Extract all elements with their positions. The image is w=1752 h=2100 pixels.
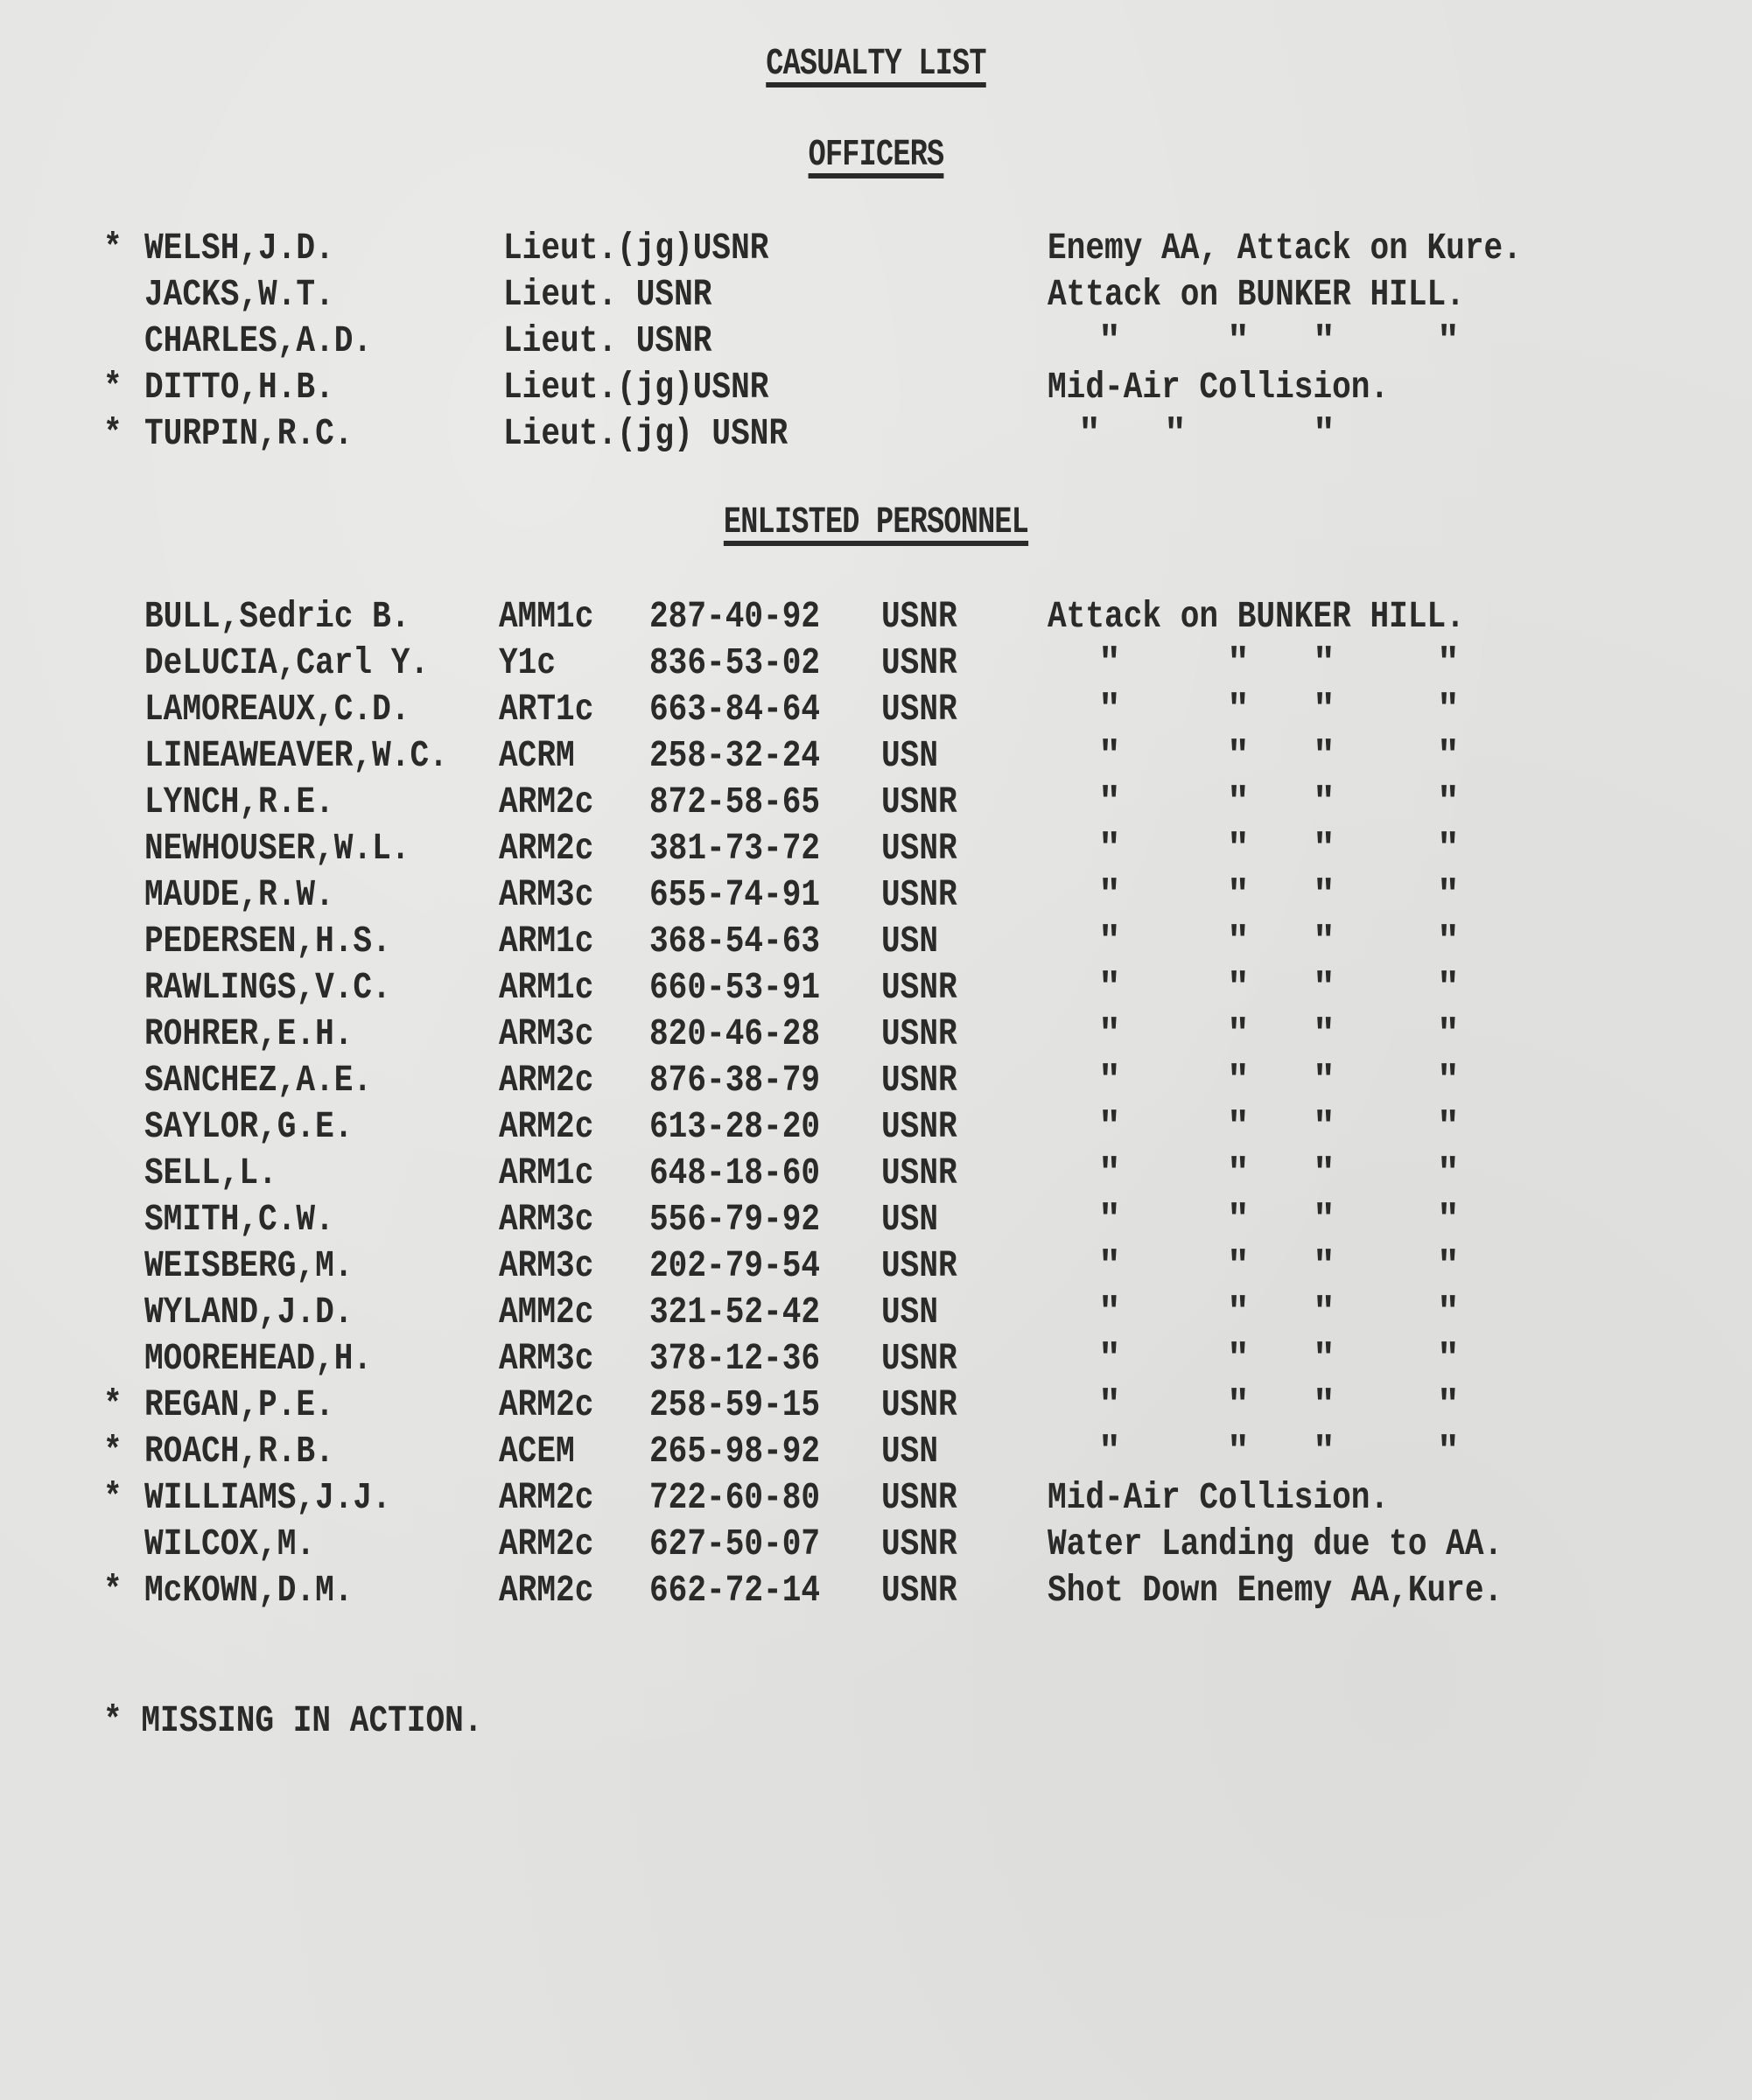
- ditto-mark: ": [1227, 966, 1250, 1009]
- ditto-mark: ": [1227, 1198, 1250, 1241]
- ditto-mark: ": [1098, 1012, 1121, 1055]
- enlisted-serial-number: 381-73-72: [649, 827, 821, 870]
- ditto-mark: ": [1098, 734, 1121, 777]
- enlisted-serial-number: 836-53-02: [649, 641, 821, 684]
- enlisted-row: [0, 593, 1752, 640]
- enlisted-name: SMITH,C.W.: [144, 1198, 334, 1241]
- casualty-cause: Mid-Air Collision.: [1048, 366, 1390, 409]
- enlisted-row: [0, 964, 1752, 1011]
- enlisted-row: [0, 872, 1752, 918]
- officer-name: JACKS,W.T.: [144, 273, 334, 316]
- ditto-mark: ": [1313, 641, 1335, 684]
- enlisted-serial-number: 648-18-60: [649, 1152, 821, 1194]
- enlisted-branch: USNR: [881, 1522, 957, 1565]
- ditto-mark: ": [1313, 873, 1335, 916]
- ditto-mark: ": [1227, 1430, 1250, 1473]
- ditto-mark: ": [1227, 1152, 1250, 1194]
- enlisted-branch: USNR: [881, 1337, 957, 1380]
- enlisted-name: SELL,L.: [144, 1152, 277, 1194]
- enlisted-serial-number: 202-79-54: [649, 1244, 821, 1287]
- ditto-mark: ": [1098, 1059, 1121, 1102]
- enlisted-row: [0, 918, 1752, 964]
- enlisted-row: [0, 1150, 1752, 1196]
- ditto-mark: ": [1313, 920, 1335, 962]
- enlisted-serial-number: 663-84-64: [649, 688, 821, 731]
- ditto-mark: ": [1098, 1291, 1121, 1334]
- ditto-mark: ": [1098, 873, 1121, 916]
- ditto-mark: ": [1227, 827, 1250, 870]
- officer-row: [0, 271, 1752, 318]
- enlisted-name: MAUDE,R.W.: [144, 873, 334, 916]
- enlisted-branch: USN: [881, 920, 939, 962]
- enlisted-name: McKOWN,D.M.: [144, 1569, 354, 1612]
- enlisted-branch: USNR: [881, 688, 957, 731]
- enlisted-rate: ARM3c: [499, 1244, 594, 1287]
- enlisted-row: [0, 1103, 1752, 1150]
- ditto-mark: ": [1437, 873, 1460, 916]
- enlisted-row: [0, 640, 1752, 686]
- casualty-cause: Enemy AA, Attack on Kure.: [1048, 227, 1522, 270]
- enlisted-branch: USNR: [881, 1383, 957, 1426]
- enlisted-branch: USN: [881, 1198, 939, 1241]
- missing-in-action-marker: *: [103, 366, 123, 409]
- ditto-mark: ": [1437, 1152, 1460, 1194]
- enlisted-serial-number: 660-53-91: [649, 966, 821, 1009]
- ditto-mark: ": [1227, 1337, 1250, 1380]
- enlisted-rate: ARM2c: [499, 1522, 594, 1565]
- enlisted-row: [0, 1335, 1752, 1382]
- ditto-mark: ": [1313, 412, 1335, 455]
- enlisted-name: ROHRER,E.H.: [144, 1012, 354, 1055]
- officers-heading: [193, 133, 1559, 176]
- enlisted-row: [0, 1242, 1752, 1289]
- ditto-mark: ": [1098, 688, 1121, 731]
- enlisted-row: [0, 1382, 1752, 1428]
- enlisted-rate: ARM3c: [499, 1012, 594, 1055]
- ditto-mark: ": [1313, 319, 1335, 362]
- enlisted-rate: ARM2c: [499, 1476, 594, 1519]
- ditto-mark: ": [1164, 412, 1187, 455]
- enlisted-name: WEISBERG,M.: [144, 1244, 354, 1287]
- enlisted-name: LAMOREAUX,C.D.: [144, 688, 410, 731]
- enlisted-branch: USNR: [881, 966, 957, 1009]
- officer-row: [0, 318, 1752, 364]
- enlisted-serial-number: 722-60-80: [649, 1476, 821, 1519]
- enlisted-name: NEWHOUSER,W.L.: [144, 827, 410, 870]
- enlisted-branch: USNR: [881, 1105, 957, 1148]
- ditto-mark: ": [1078, 412, 1101, 455]
- enlisted-rate: ARM2c: [499, 1383, 594, 1426]
- enlisted-rate: ARM2c: [499, 1569, 594, 1612]
- officer-row: [0, 364, 1752, 410]
- ditto-mark: ": [1313, 1337, 1335, 1380]
- enlisted-name: BULL,Sedric B.: [144, 595, 410, 638]
- ditto-mark: ": [1227, 1383, 1250, 1426]
- enlisted-branch: USNR: [881, 595, 957, 638]
- ditto-mark: ": [1313, 827, 1335, 870]
- enlisted-branch: USNR: [881, 641, 957, 684]
- enlisted-name: RAWLINGS,V.C.: [144, 966, 391, 1009]
- enlisted-branch: USN: [881, 1430, 939, 1473]
- enlisted-branch: USNR: [881, 1476, 957, 1519]
- casualty-cause: Water Landing due to AA.: [1048, 1522, 1503, 1565]
- enlisted-row: [0, 1057, 1752, 1103]
- footnote-missing-in-action: * MISSING IN ACTION.: [103, 1699, 483, 1742]
- officers-heading-text: OFFICERS: [808, 133, 944, 176]
- missing-in-action-marker: *: [103, 1430, 123, 1473]
- ditto-mark: ": [1098, 966, 1121, 1009]
- enlisted-row: [0, 1474, 1752, 1521]
- enlisted-serial-number: 265-98-92: [649, 1430, 821, 1473]
- enlisted-rate: AMM2c: [499, 1291, 594, 1334]
- enlisted-row: [0, 1011, 1752, 1057]
- ditto-mark: ": [1437, 827, 1460, 870]
- enlisted-name: SAYLOR,G.E.: [144, 1105, 354, 1148]
- enlisted-name: MOOREHEAD,H.: [144, 1337, 373, 1380]
- enlisted-name: ROACH,R.B.: [144, 1430, 334, 1473]
- enlisted-rate: ARM1c: [499, 966, 594, 1009]
- ditto-mark: ": [1313, 1198, 1335, 1241]
- enlisted-serial-number: 627-50-07: [649, 1522, 821, 1565]
- enlisted-serial-number: 556-79-92: [649, 1198, 821, 1241]
- enlisted-branch: USN: [881, 734, 939, 777]
- ditto-mark: ": [1313, 1383, 1335, 1426]
- enlisted-serial-number: 876-38-79: [649, 1059, 821, 1102]
- enlisted-name: REGAN,P.E.: [144, 1383, 334, 1426]
- document-title: [193, 42, 1559, 85]
- officer-row: [0, 225, 1752, 271]
- enlisted-row: [0, 1289, 1752, 1335]
- ditto-mark: ": [1437, 780, 1460, 823]
- officer-name: DITTO,H.B.: [144, 366, 334, 409]
- enlisted-rate: ARM1c: [499, 920, 594, 962]
- enlisted-row: [0, 1567, 1752, 1614]
- enlisted-rate: ARM3c: [499, 1337, 594, 1380]
- ditto-mark: ": [1437, 1059, 1460, 1102]
- ditto-mark: ": [1227, 780, 1250, 823]
- ditto-mark: ": [1437, 1291, 1460, 1334]
- ditto-mark: ": [1437, 734, 1460, 777]
- ditto-mark: ": [1437, 1244, 1460, 1287]
- ditto-mark: ": [1227, 1105, 1250, 1148]
- enlisted-row: [0, 1428, 1752, 1474]
- enlisted-name: SANCHEZ,A.E.: [144, 1059, 373, 1102]
- ditto-mark: ": [1437, 319, 1460, 362]
- ditto-mark: ": [1227, 641, 1250, 684]
- ditto-mark: ": [1313, 1291, 1335, 1334]
- enlisted-rate: AMM1c: [499, 595, 594, 638]
- ditto-mark: ": [1437, 1012, 1460, 1055]
- ditto-mark: ": [1227, 1059, 1250, 1102]
- enlisted-row: [0, 779, 1752, 825]
- enlisted-name: DeLUCIA,Carl Y.: [144, 641, 430, 684]
- ditto-mark: ": [1313, 1012, 1335, 1055]
- enlisted-rate: ARM2c: [499, 1105, 594, 1148]
- enlisted-branch: USNR: [881, 1244, 957, 1287]
- enlisted-rate: ARM3c: [499, 1198, 594, 1241]
- document-title-text: CASUALTY LIST: [766, 42, 986, 85]
- enlisted-branch: USNR: [881, 780, 957, 823]
- ditto-mark: ": [1227, 873, 1250, 916]
- ditto-mark: ": [1313, 966, 1335, 1009]
- ditto-mark: ": [1098, 780, 1121, 823]
- casualty-cause: Attack on BUNKER HILL.: [1048, 595, 1465, 638]
- ditto-mark: ": [1098, 1244, 1121, 1287]
- ditto-mark: ": [1227, 1244, 1250, 1287]
- officer-name: WELSH,J.D.: [144, 227, 334, 270]
- enlisted-serial-number: 287-40-92: [649, 595, 821, 638]
- casualty-cause: Shot Down Enemy AA,Kure.: [1048, 1569, 1503, 1612]
- casualty-cause: Attack on BUNKER HILL.: [1048, 273, 1465, 316]
- enlisted-name: LYNCH,R.E.: [144, 780, 334, 823]
- enlisted-rate: ACRM: [499, 734, 575, 777]
- enlisted-serial-number: 258-59-15: [649, 1383, 821, 1426]
- officer-name: TURPIN,R.C.: [144, 412, 354, 455]
- ditto-mark: ": [1227, 319, 1250, 362]
- officer-rank: Lieut.(jg)USNR: [503, 366, 769, 409]
- ditto-mark: ": [1313, 1244, 1335, 1287]
- enlisted-rate: ARM1c: [499, 1152, 594, 1194]
- missing-in-action-marker: *: [103, 412, 123, 455]
- casualty-cause: Mid-Air Collision.: [1048, 1476, 1390, 1519]
- enlisted-name: WILCOX,M.: [144, 1522, 316, 1565]
- enlisted-serial-number: 662-72-14: [649, 1569, 821, 1612]
- missing-in-action-marker: *: [103, 227, 123, 270]
- ditto-mark: ": [1098, 319, 1121, 362]
- ditto-mark: ": [1098, 1152, 1121, 1194]
- officer-row: [0, 410, 1752, 457]
- enlisted-heading-text: ENLISTED PERSONNEL: [723, 500, 1029, 543]
- ditto-mark: ": [1098, 827, 1121, 870]
- ditto-mark: ": [1098, 920, 1121, 962]
- enlisted-rate: ARM3c: [499, 873, 594, 916]
- ditto-mark: ": [1098, 1383, 1121, 1426]
- missing-in-action-marker: *: [103, 1476, 123, 1519]
- enlisted-branch: USNR: [881, 827, 957, 870]
- ditto-mark: ": [1098, 1430, 1121, 1473]
- ditto-mark: ": [1227, 1012, 1250, 1055]
- ditto-mark: ": [1098, 1105, 1121, 1148]
- missing-in-action-marker: *: [103, 1569, 123, 1612]
- enlisted-serial-number: 820-46-28: [649, 1012, 821, 1055]
- officer-rank: Lieut.(jg)USNR: [503, 227, 769, 270]
- enlisted-rate: ARM2c: [499, 780, 594, 823]
- officer-rank: Lieut. USNR: [503, 273, 712, 316]
- enlisted-serial-number: 321-52-42: [649, 1291, 821, 1334]
- enlisted-serial-number: 655-74-91: [649, 873, 821, 916]
- enlisted-rate: Y1c: [499, 641, 557, 684]
- enlisted-branch: USNR: [881, 1152, 957, 1194]
- enlisted-branch: USNR: [881, 1569, 957, 1612]
- enlisted-row: [0, 732, 1752, 779]
- enlisted-name: LINEAWEAVER,W.C.: [144, 734, 448, 777]
- enlisted-name: PEDERSEN,H.S.: [144, 920, 391, 962]
- enlisted-heading: [193, 500, 1559, 543]
- enlisted-serial-number: 378-12-36: [649, 1337, 821, 1380]
- enlisted-row: [0, 825, 1752, 872]
- ditto-mark: ": [1437, 1105, 1460, 1148]
- enlisted-serial-number: 258-32-24: [649, 734, 821, 777]
- ditto-mark: ": [1437, 920, 1460, 962]
- enlisted-row: [0, 1521, 1752, 1567]
- ditto-mark: ": [1437, 1337, 1460, 1380]
- ditto-mark: ": [1313, 688, 1335, 731]
- ditto-mark: ": [1313, 734, 1335, 777]
- ditto-mark: ": [1313, 1152, 1335, 1194]
- ditto-mark: ": [1227, 688, 1250, 731]
- ditto-mark: ": [1313, 1430, 1335, 1473]
- ditto-mark: ": [1098, 1198, 1121, 1241]
- enlisted-rate: ACEM: [499, 1430, 575, 1473]
- enlisted-serial-number: 613-28-20: [649, 1105, 821, 1148]
- ditto-mark: ": [1227, 920, 1250, 962]
- ditto-mark: ": [1227, 1291, 1250, 1334]
- enlisted-branch: USNR: [881, 1012, 957, 1055]
- ditto-mark: ": [1098, 1337, 1121, 1380]
- ditto-mark: ": [1437, 688, 1460, 731]
- ditto-mark: ": [1437, 641, 1460, 684]
- ditto-mark: ": [1437, 966, 1460, 1009]
- officer-rank: Lieut.(jg) USNR: [503, 412, 788, 455]
- ditto-mark: ": [1313, 780, 1335, 823]
- enlisted-branch: USNR: [881, 1059, 957, 1102]
- enlisted-row: [0, 1196, 1752, 1242]
- ditto-mark: ": [1437, 1198, 1460, 1241]
- ditto-mark: ": [1098, 641, 1121, 684]
- enlisted-serial-number: 368-54-63: [649, 920, 821, 962]
- ditto-mark: ": [1437, 1430, 1460, 1473]
- ditto-mark: ": [1313, 1059, 1335, 1102]
- missing-in-action-marker: *: [103, 1383, 123, 1426]
- enlisted-branch: USN: [881, 1291, 939, 1334]
- ditto-mark: ": [1313, 1105, 1335, 1148]
- officer-name: CHARLES,A.D.: [144, 319, 373, 362]
- enlisted-name: WYLAND,J.D.: [144, 1291, 354, 1334]
- ditto-mark: ": [1437, 1383, 1460, 1426]
- officer-rank: Lieut. USNR: [503, 319, 712, 362]
- enlisted-rate: ARM2c: [499, 827, 594, 870]
- enlisted-name: WILLIAMS,J.J.: [144, 1476, 391, 1519]
- enlisted-rate: ARM2c: [499, 1059, 594, 1102]
- enlisted-branch: USNR: [881, 873, 957, 916]
- ditto-mark: ": [1227, 734, 1250, 777]
- enlisted-row: [0, 686, 1752, 732]
- enlisted-serial-number: 872-58-65: [649, 780, 821, 823]
- enlisted-rate: ART1c: [499, 688, 594, 731]
